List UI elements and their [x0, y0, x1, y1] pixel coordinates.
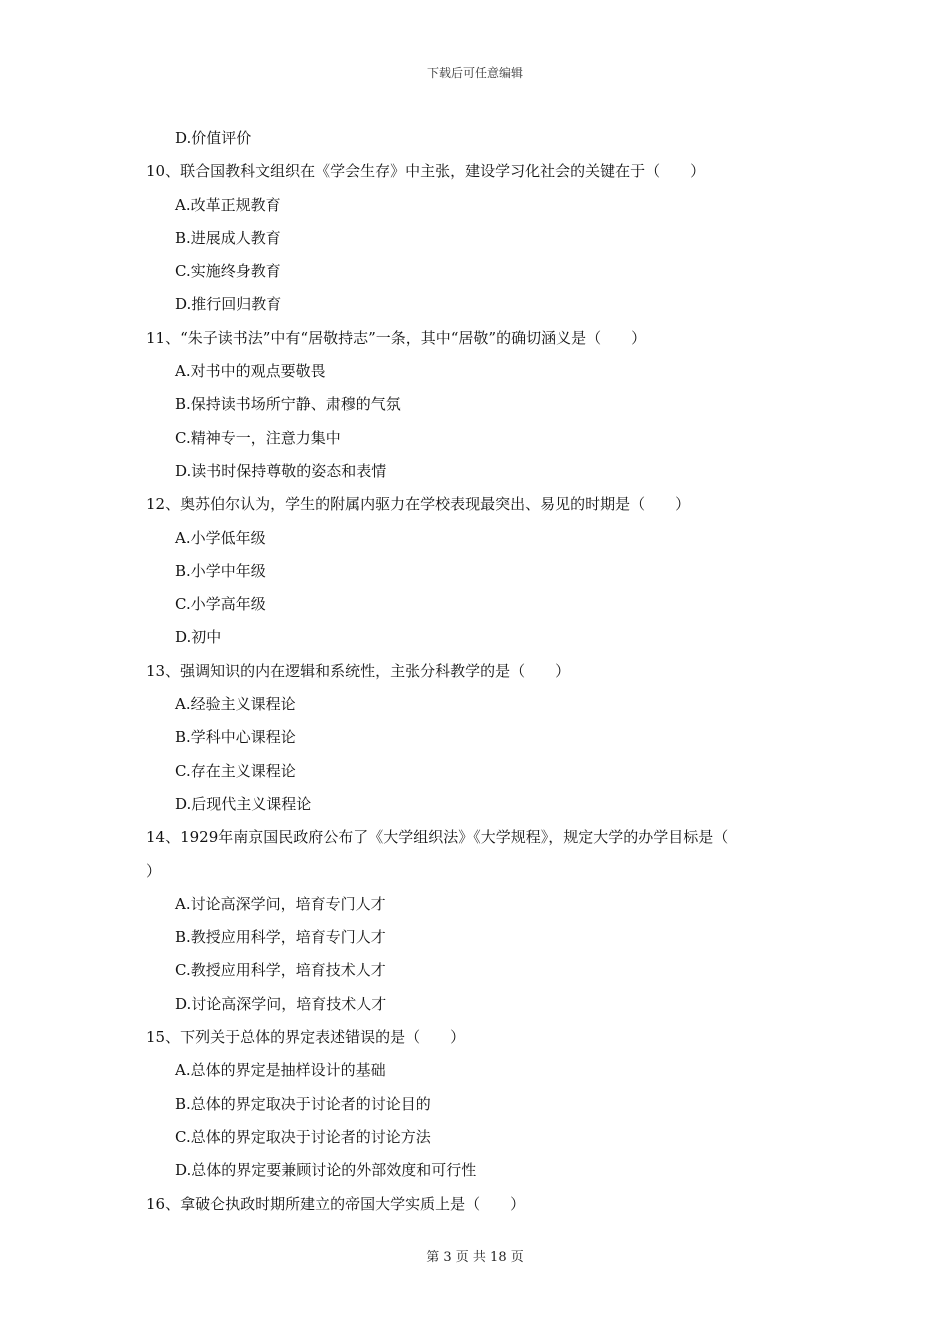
option-text: A.讨论高深学问，培育专门人才	[175, 894, 386, 913]
question-15	[146, 1021, 816, 1187]
question-stem: 14、1929年南京国民政府公布了《大学组织法》《大学规程》，规定大学的办学目标是（	[146, 828, 729, 847]
option-text: D.初中	[175, 628, 222, 647]
option-text: A.对书中的观点要敬畏	[175, 362, 326, 381]
question-13	[146, 655, 816, 821]
question-stem: 11、“朱子读书法”中有“居敬持志”一条，其中“居敬”的确切涵义是（ ）	[146, 328, 647, 347]
option-text: B.小学中年级	[175, 561, 266, 580]
option-text: D.讨论高深学问，培育技术人才	[175, 994, 387, 1013]
question-16	[146, 1188, 816, 1221]
question-stem: 16、拿破仑执政时期所建立的帝国大学实质上是（ ）	[146, 1194, 526, 1213]
option-text: A.总体的界定是抽样设计的基础	[175, 1061, 386, 1080]
option-text: D.后现代主义课程论	[175, 794, 312, 813]
option-text: B.学科中心课程论	[175, 728, 296, 747]
option-text: D.推行回归教育	[175, 295, 282, 314]
option-text: A.经验主义课程论	[175, 695, 296, 714]
option-text: C.总体的界定取决于讨论者的讨论方法	[175, 1127, 431, 1146]
question-12	[146, 488, 816, 654]
option-text: B.保持读书场所宁静、肃穆的气氛	[175, 395, 401, 414]
option-text: C.存在主义课程论	[175, 761, 296, 780]
question-11	[146, 322, 816, 488]
option-text: B.教授应用科学，培育专门人才	[175, 928, 386, 947]
page-footer: 第 3 页 共 18 页	[426, 1250, 524, 1265]
option-text: D.价值评价	[175, 129, 252, 147]
option-text: C.精神专一，注意力集中	[175, 428, 341, 447]
question-stem: 15、下列关于总体的界定表述错误的是（ ）	[146, 1028, 466, 1047]
option-text: D.总体的界定要兼顾讨论的外部效度和可行性	[175, 1161, 477, 1180]
question-stem-continuation: ）	[146, 861, 162, 880]
option-text: A.改革正规教育	[175, 195, 281, 214]
option-text: D.读书时保持尊敬的姿态和表情	[175, 461, 387, 480]
option-text: C.教授应用科学，培育技术人才	[175, 961, 386, 980]
option-text: C.小学高年级	[175, 595, 266, 614]
question-stem: 12、奥苏伯尔认为，学生的附属内驱力在学校表现最突出、易见的时期是（ ）	[146, 495, 691, 514]
question-10	[146, 155, 816, 321]
question-list	[146, 122, 816, 1221]
question-14	[146, 821, 816, 1021]
question-stem: 10、联合国教科文组织在《学会生存》中主张，建设学习化社会的关键在于（ ）	[146, 162, 706, 181]
option-text: B.总体的界定取决于讨论者的讨论目的	[175, 1094, 431, 1113]
question-stem: 13、强调知识的内在逻辑和系统性，主张分科教学的是（ ）	[146, 661, 571, 680]
option-text: B.进展成人教育	[175, 228, 281, 247]
page-header: 下载后可任意编辑	[426, 66, 523, 80]
option-text: A.小学低年级	[175, 528, 266, 547]
option-text: C.实施终身教育	[175, 262, 281, 281]
